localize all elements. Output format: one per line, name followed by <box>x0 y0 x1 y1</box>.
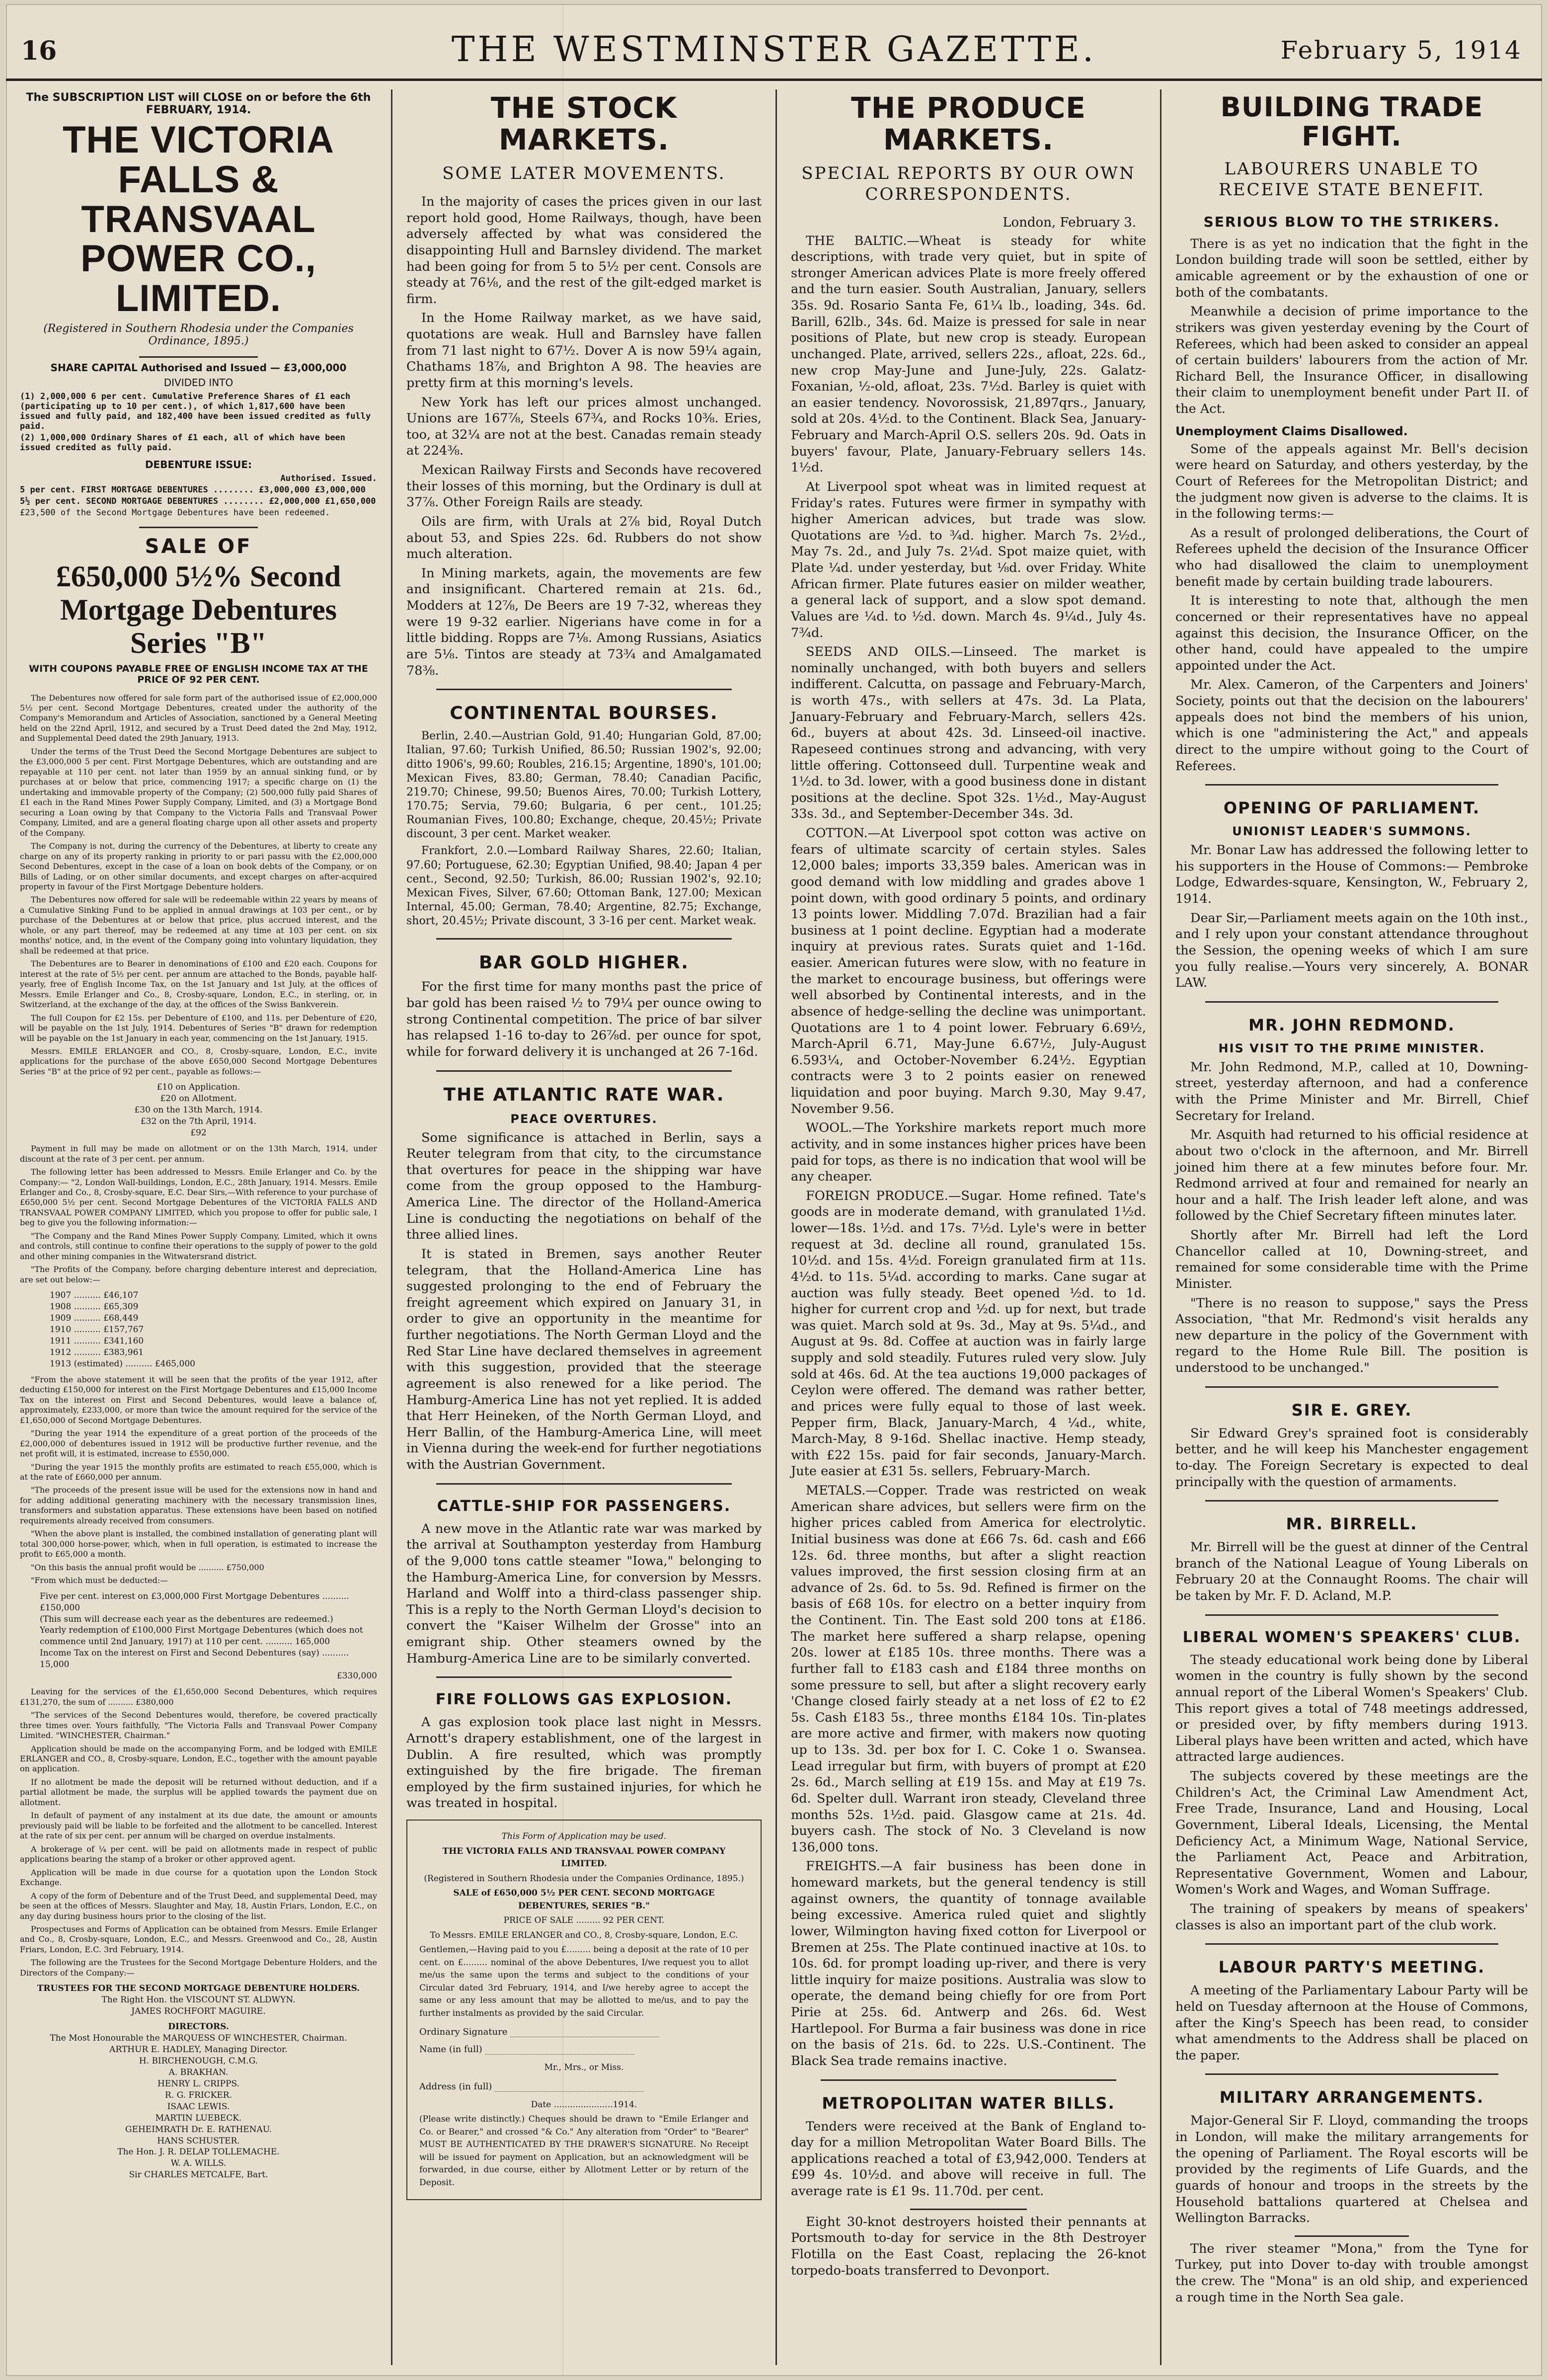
trustees-list <box>20 1983 377 2181</box>
service-table <box>20 1591 377 1682</box>
prospectus-paragraph: "When the above plant is installed, the combined installation of generating plant will total 300,000 horse-power, which, when in full operation, is estimated to increase the profit to £65,000 a month. <box>20 1529 377 1559</box>
article-paragraph: It is stated in Bremen, says another Reuter telegram, that the Holland-America Line has suggested prolonging to the end of February the freight agreement which expired on January 31, in order to give an opportunity in the meantime for further negotiations. The North German Lloyd and the Red Star Line have declared themselves in agreement with this suggestion, provided that the steerage agreement is also renewed for a like period. The Hamburg-America Line has not yet replied. It is added that Herr Heineken, of the North German Lloyd, and Herr Ballin, of the Hamburg-America Line, will meet in Vienna during the week-end for further negotiations with the Austrian Government. <box>406 1246 762 1473</box>
article-paragraph: In Mining markets, again, the movements are few and insignificant. Chartered remain at 21s. 6d., Modders at 12⅞, De Beers are 19 7-32, whereas they were 19 9-32 earlier. Nigerians have come in for a little bidding. Ropps are 7⅛. Among Russians, Asiatics are 5⅛. Tintos are steady at 73¾ and Amalgamated 78⅜. <box>406 565 762 678</box>
debenture-item: 5½ per cent. SECOND MORTGAGE DEBENTURES ........ £2,000,000 £1,650,000 <box>20 496 376 506</box>
article-paragraph: SEEDS AND OILS.—Linseed. The market is nominally unchanged, with both buyers and sellers indifferent. Calcutta, on passage and February-March, is worth 47s., with sellers at 47s. 3d. La Plata, January-February and February-March, sellers 42s. 6d., buyers at about 42s. 3d. Linseed-oil inactive. Rapeseed continues strong and advancing, with very little offering. Cottonseed dull. Turpentine weak and 1½d. to 3d. lower, with a good business done in distant positions at the decline. Spot 32s. 1½d., May-August 33s. 3d., and September-December 34s. 3d. <box>791 644 1146 822</box>
debenture-item: 5 per cent. FIRST MORTGAGE DEBENTURES ........ £3,000,000 £3,000,000 <box>20 484 366 495</box>
name-field[interactable] <box>419 2044 749 2055</box>
subscription-note: The SUBSCRIPTION LIST will CLOSE on or before the 6th FEBRUARY, 1914. <box>26 91 371 116</box>
address-field[interactable] <box>419 2081 749 2092</box>
form-sale: SALE of £650,000 5½ PER CENT. SECOND MORTGAGE DEBENTURES, SERIES "B." <box>453 1888 715 1911</box>
divider <box>1205 1614 1498 1616</box>
instalment: £32 on the 7th April, 1914. <box>140 1116 257 1127</box>
military-headline: MILITARY ARRANGEMENTS. <box>1219 2088 1484 2107</box>
prospectus-paragraph: The Debentures now offered for sale form part of the authorised issue of £2,000,000 5½ per cent. Second Mortgage Debentures, created under the authority of the Company's Memorandum and Articles of Association, sanctioned by a General Meeting held on the 22nd April, 1912, and secured by a Trust Deed dated the 2nd May, 1912, and Supplemental Deed dated the 29th January, 1913. <box>20 693 377 743</box>
signature-label: Ordinary Signature <box>419 2027 508 2038</box>
page-header <box>6 4 1542 81</box>
article-paragraph: Mr. Birrell will be the guest at dinner of the Central branch of the National League of Young Liberals on February 20 at the Connaught Rooms. The chair will be taken by Mr. F. D. Acland, M.P. <box>1175 1540 1528 1604</box>
produce-markets-subhead: SPECIAL REPORTS BY OUR OWN CORRESPONDENTS. <box>801 163 1136 205</box>
article-paragraph: Sir Edward Grey's sprained foot is considerably better, and he will keep his Manchester engagement to-day. The Foreign Secretary is expected to deal principally with the question of armaments. <box>1175 1426 1528 1490</box>
profits-table <box>20 1290 377 1370</box>
article-paragraph: Eight 30-knot destroyers hoisted their pennants at Portsmouth to-day for service in the 8th Destroyer Flotilla on the East Coast, replacing the 26-knot torpedo-boats transferred to Devonport. <box>791 2214 1146 2278</box>
signature-line[interactable] <box>510 2028 659 2037</box>
debenture-note: £23,500 of the Second Mortgage Debentures have been redeemed. <box>20 507 330 518</box>
profits-row: 1907 .......... £46,107 <box>50 1290 139 1301</box>
article-paragraph: Major-General Sir F. Lloyd, commanding the troops in London, will make the military arrangements for the opening of Parliament. The Royal escorts will be provided by the regiments of Life Guards, and the guards of honour and troops in the streets by the Household battalions quartered at Chelsea and Wellington Barracks. <box>1175 2113 1528 2226</box>
prospectus-paragraph: "From the above statement it will be seen that the profits of the year 1912, after deducting £150,000 for interest on the First Mortgage Debentures and £15,000 Income Tax on the interest on First and Second Debentures, would leave a balance of, approximately, £233,000, or more than twice the amount required for the service of the £1,650,000 of Second Mortgage Debentures. <box>20 1374 377 1425</box>
labour-headline: LABOUR PARTY'S MEETING. <box>1218 1958 1485 1977</box>
instalment: £30 on the 13th March, 1914. <box>134 1105 263 1115</box>
womens-club-headline: LIBERAL WOMEN'S SPEAKERS' CLUB. <box>1182 1628 1521 1646</box>
article-paragraph: At Liverpool spot wheat was in limited request at Friday's rates. Futures were firmer in sympathy with higher American advices, but trade was slow. Quotations are ½d. to ¾d. higher. March 7s. 2½d., May 7s. 2d., and July 7s. 2¼d. Spot maize quiet, with Plate ¼d. under yesterday, but ⅛d. over Friday. White African firmer. Plate futures easier on milder weather, a general lack of support, and a slow spot demand. Values are ¼d. to ½d. down. March 4s. 9¼d., July 4s. 7¾d. <box>791 479 1146 640</box>
article-paragraph: In the Home Railway market, as we have said, quotations are weak. Hull and Barnsley have fallen from 71 last night to 67½. Dover A is now 59¼ again, Chathams 18⅞, and Brighton A 98. The heavies are pretty firm at this morning's levels. <box>406 311 762 391</box>
article-paragraph: "There is no reason to suppose," says the Press Association, "that Mr. Redmond's visit heralds any new departure in the policy of the Government with regard to the Home Rule Bill. The position is understood to be unchanged." <box>1175 1295 1528 1376</box>
company-name: THE VICTORIA FALLS & TRANSVAAL POWER CO., LIMITED. <box>63 119 334 320</box>
profits-row: 1909 .......... £68,449 <box>50 1313 139 1324</box>
prospectus-paragraph: The full Coupon for £2 15s. per Debenture of £100, and 11s. per Debenture of £20, will be payable on the 1st July, 1914. Debentures of Series "B" drawn for redemption will be payable on the 1st January in each year, commencing on the 1st January, 1915. <box>20 1013 377 1043</box>
prospectus-paragraph: The Debentures now offered for sale will be redeemable within 22 years by means of a Cumulative Sinking Fund to be applied in annual drawings at 103 per cent., or by purchase of the Debentures at or below that price, plus accrued interest, and the whole, or any part thereof, may be redeemed at any time at 103 per cent. on six months' notice, and, in the event of the Company going into voluntary liquidation, they shall be redeemed at that price. <box>20 895 377 955</box>
fire-headline: FIRE FOLLOWS GAS EXPLOSION. <box>435 1691 733 1709</box>
article-paragraph: THE BALTIC.—Wheat is steady for white descriptions, with trade very quiet, but in spite of stronger American advices Plate is more freely offered and the turn easier. South Australian, January, sellers 35s. 9d. Rosario Santa Fe, 61¼ lb., loading, 34s. 6d. Barill, 62lb., 34s. 6d. Maize is pressed for sale in near positions of Plate, but new crop is steady. European unchanged. Plate, arrived, sellers 22s., afloat, 22s. 6d., new crop May-June and June-July, 22s. Galatz-Foxanian, ½-old, afloat, 23s. 7½d. Barley is quiet with an easier tendency. Novorossisk, 21,897qrs., January, sold at 20s. 4½d. to the Continent. Black Sea, January-February and March-April O.S. sellers 20s. 9d. Oats in buyers' favour, Plate, January-February sellers 14s. 1½d. <box>791 233 1146 476</box>
profits-row: 1910 .......... £157,767 <box>50 1325 144 1335</box>
form-addressee: To Messrs. EMILE ERLANGER and CO., 8, Crosby-square, London, E.C. <box>430 1930 738 1940</box>
director: HENRY L. CRIPPS. <box>157 2078 239 2089</box>
profits-row: 1913 (estimated) .......... £465,000 <box>50 1358 195 1369</box>
service-row: Yearly redemption of £100,000 First Mortgage Debentures (which does not commence until 2nd January, 1917) at 110 per cent. .......... 165,000 <box>40 1625 363 1647</box>
divided-into: DIVIDED INTO <box>163 376 233 389</box>
prospectus-body <box>20 693 377 2181</box>
birrell-headline: MR. BIRRELL. <box>1286 1514 1418 1534</box>
article-paragraph: A new move in the Atlantic rate war was marked by the arrival at Southampton yesterday from Hamburg of the 9,000 tons cattle steamer "Iowa," belonging to the Hamburg-America Line, for conversion by Messrs. Harland and Wolff into a third-class passenger ship. This is a reply to the North German Lloyd's decision to convert the "Kaiser Wilhelm der Grosse" into an emigrant ship. Other steamers owned by the Hamburg-America Line are to be similarly converted. <box>406 1521 762 1666</box>
article-paragraph: WOOL.—The Yorkshire markets report much more activity, and in some instances higher prices have been paid for tops, as there is no indication that wool will be any cheaper. <box>791 1120 1146 1185</box>
divider <box>1295 2235 1409 2237</box>
prospectus-paragraph: The following are the Trustees for the Second Mortgage Debenture Holders, and the Directors of the Company:— <box>20 1958 377 1978</box>
divider <box>910 2209 1027 2210</box>
issue-date: February 5, 1914 <box>1280 36 1522 65</box>
name-label: Name (in full) <box>419 2044 482 2055</box>
article-paragraph: Dear Sir,—Parliament meets again on the 10th inst., and I rely upon your constant attendance throughout the Session, the opening weeks of which I am sure you fully realise.—Yours very sincerely, A. BONAR LAW. <box>1175 910 1528 991</box>
bourses-headline: CONTINENTAL BOURSES. <box>450 703 718 724</box>
instalment-list <box>20 1082 377 1139</box>
prospectus-paragraph: A copy of the form of Debenture and of the Trust Deed, and supplemental Deed, may be seen at the offices of Messrs. Slaughter and May, 18, Austin Friars, London, E.C., on any day during business hours prior to the closing of the list. <box>20 1891 377 1921</box>
divider <box>1205 1943 1498 1945</box>
prospectus-paragraph: Application should be made on the accompanying Form, and be lodged with EMILE ERLANGER and CO., 8, Crosby-square, London, E.C., together with the amount payable on application. <box>20 1744 377 1774</box>
prospectus-paragraph: "During the year 1914 the expenditure of a great portion of the proceeds of the £2,000,000 of debentures issued in 1912 will be productive further revenue, and the net profit will, it is estimated, increase to £550,000. <box>20 1428 377 1459</box>
divider <box>436 689 732 690</box>
article-paragraph: For the first time for many months past the price of bar gold has been raised ½ to 79¼ per ounce owing to strong Continental competition. The price of bar silver has relapsed 1-16 to-day to 26⅞d. per ounce for spot, while for forward delivery it is unchanged at 26 7-16d. <box>406 979 762 1059</box>
article-paragraph: METALS.—Copper. Trade was restricted on weak American share advices, but sellers were firm on the higher prices cabled from America for electrolytic. Initial business was done at £66 7s. 6d. cash and £66 12s. 6d. three months, but after a slight reaction values improved, the first session closing firm at an advance of 2s. 6d. to 5s. 9d. Refined is firmer on the basis of £68 10s. for electro on a better inquiry from the Continent. Tin. The East sold 200 tons at £186. The market here suffered a sharp relapse, opening 20s. lower at £185 10s. three months. There was a further fall to £183 cash and £184 three months on some pressure to sell, but after a slight recovery early 'Change closed fairly steady at a net loss of £2 to £2 5s. Cash £183 5s., three months £184 10s. Tin-plates are more active and firmer, with makers now quoting up to 13s. 3d. per box for I. C. Coke 1 o. Swansea. Lead irregular but firm, with buyers of prompt at £20 2s. 6d., March selling at £19 15s. and May at £19 7s. 6d. Spelter dull. Warrant iron steady, Cleveland three months 52s. 1½d. paid. Glasgow came at 21s. 4d. buyers cash. The stock of No. 3 Cleveland is now 136,000 tons. <box>791 1483 1146 1855</box>
prospectus-paragraph: "The proceeds of the present issue will be used for the extensions now in hand and for adding additional generating machinery with the necessary transmission lines, transformers and substation apparatus. These extensions have been based on notified requirements already received from consumers. <box>20 1485 377 1525</box>
divider <box>436 1483 732 1485</box>
capital-heading: SHARE CAPITAL Authorised and Issued — £3,000,000 <box>50 361 347 374</box>
article-paragraph: Mr. John Redmond, M.P., called at 10, Downing-street, yesterday afternoon, and had a conference with the Prime Minister and Mr. Birrell, Chief Secretary for Ireland. <box>1175 1059 1528 1123</box>
stock-markets-subhead: SOME LATER MOVEMENTS. <box>442 163 726 183</box>
trustee: The Right Hon. the VISCOUNT ST. ALDWYN. <box>101 1995 296 2005</box>
article-paragraph: Berlin, 2.40.—Austrian Gold, 91.40; Hungarian Gold, 87.00; Italian, 97.60; Turkish Unified, 86.50; Russian 1902's, 92.00; ditto 1906's, 99.60; Roubles, 216.15; Argentine, 1890's, 101.00; Mexican Fives, 83.80; German, 78.40; Canadian Pacific, 219.70; Chinese, 99.50; Buenos Aires, 70.00; Turkish Lottery, 170.75; Servia, 79.60; Bulgaria, 6 per cent., 101.25; Roumanian Fives, 100.80; Exchange, cheque, 20.45½; Private discount, 3 per cent. Market weaker. <box>406 730 762 841</box>
profits-row: 1908 .......... £65,309 <box>50 1302 139 1312</box>
article-paragraph: Mr. Bonar Law has addressed the following letter to his supporters in the House of Commons:— Pembroke Lodge, Edwardes-square, Kensington, W., February 2, 1914. <box>1175 843 1528 907</box>
director: R. G. FRICKER. <box>164 2090 232 2100</box>
article-paragraph: Some of the appeals against Mr. Bell's decision were heard on Saturday, and others yesterday, by the Court of Referees for the Metropolitan District; and the judgment now given is adverse to the claims. It is in the following terms:— <box>1175 441 1528 522</box>
director: Sir CHARLES METCALFE, Bart. <box>129 2170 268 2180</box>
prospectus-paragraph: A brokerage of ¼ per cent. will be paid on allotments made in respect of public applications bearing the stamp of a broker or other approved agent. <box>20 1844 377 1864</box>
claims-subheading: Unemployment Claims Disallowed. <box>1175 424 1408 438</box>
trustees-heading: TRUSTEES FOR THE SECOND MORTGAGE DEBENTURE HOLDERS. <box>37 1983 360 1994</box>
article-paragraph: Frankfort, 2.0.—Lombard Railway Shares, 22.60; Italian, 97.60; Portuguese, 62.30; Egyptian Unified, 98.40; Japan 4 per cent., Second, 92.50; Turkish, 86.00; Russian 1902's, 92.10; Mexican Fives, Silver, 67.60; Ottoman Bank, 127.00; Mexican Internal, 45.00; German, 78.40; Argentine, 82.75; Exchange, short, 20.45½; Private discount, 3 3-16 per cent. Market weak. <box>406 845 762 928</box>
prospectus-paragraph: Prospectuses and Forms of Application can be obtained from Messrs. Emile Erlanger and Co., 8, Crosby-square, London, E.C., and Messrs. Greenwood and Co., 28, Austin Friars, London, E.C. 3rd February, 1914. <box>20 1924 377 1954</box>
stock-markets-headline: THE STOCK MARKETS. <box>490 91 678 157</box>
column-produce-markets <box>775 89 1160 2365</box>
profits-row: 1911 .......... £341,160 <box>50 1336 144 1346</box>
form-note: This Form of Application may be used. <box>501 1831 667 1842</box>
prospectus-paragraph: Messrs. EMILE ERLANGER and CO., 8, Crosby-square, London, E.C., invite applications for the purchase of the above £650,000 Second Mortgage Debentures Series "B" at the price of 92 per cent., payable as follows:— <box>20 1046 377 1076</box>
prospectus-paragraph: Application will be made in due course for a quotation upon the London Stock Exchange. <box>20 1867 377 1888</box>
masthead: THE WESTMINSTER GAZETTE. <box>451 29 1097 70</box>
atlantic-subhead: PEACE OVERTURES. <box>510 1111 658 1126</box>
unionist-subhead: UNIONIST LEADER'S SUMMONS. <box>1232 824 1471 839</box>
form-text: Gentlemen,—Having paid to you £......... being a deposit at the rate of 10 per cent. on £......... nominal of the above Debentures, I/we request you to allot me/us the same upon the terms and subject to the conditions of your Circular dated 3rd February, 1914, and I/we hereby agree to accept the same or any less amount that may be allotted to me/us, and to pay the further instalments as provided by the said Circular. <box>419 1945 749 2018</box>
column-news <box>1160 89 1542 2365</box>
director: H. BIRCHENOUGH, C.M.G. <box>139 2056 258 2066</box>
grey-headline: SIR E. GREY. <box>1291 1400 1412 1420</box>
debenture-heading: DEBENTURE ISSUE: <box>145 458 252 471</box>
prospectus-paragraph: The Company is not, during the currency of the Debentures, at liberty to create any charge on any of its property ranking in priority to or pari passu with the £2,000,000 Second Debentures, except in the case of a loan on book debts of the Company, or on Bills of Lading, or on other similar documents, and except charges on after-acquired property in favour of the First Mortgage Debenture holders. <box>20 841 377 891</box>
profits-heading: "The Profits of the Company, before charging debenture interest and depreciation, are set out below:— <box>20 1265 377 1284</box>
prospectus-paragraph: "The services of the Second Debentures would, therefore, be covered practically three times over. Yours faithfully, "The Victoria Falls and Transvaal Power Company Limited. "WINCHESTER, Chairman." <box>20 1710 377 1741</box>
director: ISAAC LEWIS. <box>167 2101 230 2112</box>
capital-item: (2) 1,000,000 Ordinary Shares of £1 each, all of which have been issued credited as fully paid. <box>20 432 346 453</box>
leaving-line: Leaving for the services of the £1,650,000 Second Debentures, which requires £131,270, the sum of .......... £380,000 <box>20 1687 377 1707</box>
sale-terms: WITH COUPONS PAYABLE FREE OF ENGLISH INCOME TAX AT THE PRICE OF 92 PER CENT. <box>29 663 368 685</box>
produce-markets-headline: THE PRODUCE MARKETS. <box>851 91 1086 157</box>
service-heading: "On this basis the annual profit would be .......... £750,000 <box>31 1562 264 1572</box>
divider <box>436 1676 732 1678</box>
registration-note: (Registered in Southern Rhodesia under the Companies Ordinance, 1895.) <box>43 322 354 347</box>
prospectus-paragraph: If no allotment be made the deposit will be returned without deduction, and if a partial allotment be made, the surplus will be applied towards the payment due on allotment. <box>20 1777 377 1807</box>
article-paragraph: New York has left our prices almost unchanged. Unions are 167⅞, Steels 67¾, and Rocks 10⅜. Eries, too, at 32¼ are not at the best. Canadas remain steady at 224⅜. <box>406 395 762 459</box>
divider <box>821 2079 1116 2081</box>
capital-item: (1) 2,000,000 6 per cent. Cumulative Preference Shares of £1 each (participating up to 10 per cent.), of which 1,817,600 have been issued and fully paid, and 182,400 have been issued credited as fully paid. <box>20 391 371 431</box>
profits-row: 1912 .......... £383,961 <box>50 1347 144 1357</box>
form-date: Date ......................1914. <box>531 2099 637 2110</box>
bar-gold-headline: BAR GOLD HIGHER. <box>479 952 689 973</box>
article-paragraph: It is interesting to note that, although the men concerned or their representatives have no appeal against this decision, the Insurance Officer, on the other hand, could have appealed to the umpire appointed under the Act. <box>1175 593 1528 673</box>
water-bills-headline: METROPOLITAN WATER BILLS. <box>822 2093 1115 2113</box>
article-paragraph: Mexican Railway Firsts and Seconds have recovered their losses of this morning, but the Ordinary is dull at 37⅞. Other Foreign Rails are steady. <box>406 463 762 510</box>
directors-heading: DIRECTORS. <box>168 2022 229 2032</box>
divider <box>1205 1386 1498 1388</box>
instalment: £10 on Application. <box>156 1082 240 1093</box>
director: W. A. WILLS. <box>170 2158 227 2169</box>
building-trade-headline: BUILDING TRADE FIGHT. <box>1220 91 1483 153</box>
prospectus-paragraph: Under the terms of the Trust Deed the Second Mortgage Debentures are subject to the £3,000,000 5 per cent. First Mortgage Debentures, which are outstanding and are repayable at 110 per cent. not later than 1959 by an annual sinking fund, or by purchases at or below that price, commencing 1917; a specific charge on (1) the undertaking and immovable property of the Company; (2) 500,000 fully paid Shares of £1 each in the Rand Mines Power Supply Company, Limited, and (3) a Mortgage Bond securing a Loan owing by that Company to the Victoria Falls and Transvaal Power Company, Limited, and are a general floating charge upon all other assets and property of the Company. <box>20 746 377 838</box>
article-paragraph: Oils are firm, with Urals at 2⅞ bid, Royal Dutch about 53, and Spies 22s. 6d. Rubbers do not show much alteration. <box>406 514 762 562</box>
article-paragraph: The subjects covered by these meetings are the Children's Act, the Criminal Law Amendment Act, Free Trade, Insurance, Land and Housing, Local Government, Liberal Ideals, Licensing, the Mental Deficiency Act, a Minimum Wage, National Service, the Parliament Act, Peace and Arbitration, Representative Government, Women and Labour, Women's Work and Wages, and Woman Suffrage. <box>1175 1769 1528 1898</box>
instalment-total: £92 <box>190 1128 207 1138</box>
divider <box>436 938 732 940</box>
article-paragraph: Some significance is attached in Berlin, says a Reuter telegram from that city, to the circumstance that overtures for peace in the shipping war have come from the group opposed to the Hamburg-America Line. The director of the Holland-America Line is conducting the negotiations on behalf of the three allied lines. <box>406 1130 762 1243</box>
parliament-headline: OPENING OF PARLIAMENT. <box>1223 798 1480 818</box>
divider <box>139 527 258 528</box>
sale-amount: £650,000 5½% Second Mortgage Debentures Series "B" <box>56 559 341 660</box>
service-intro: "From which must be deducted:— <box>31 1576 168 1586</box>
divider <box>139 356 258 358</box>
article-paragraph: A gas explosion took place last night in Messrs. Arnott's drapery establishment, one of the largest in Dublin. A fire resulted, which was promptly extinguished by the fire brigade. The fireman employed by the firm sustained injuries, for which he was treated in hospital. <box>406 1715 762 1811</box>
service-row: (This sum will decrease each year as the debentures are redeemed.) <box>40 1614 333 1624</box>
form-company: THE VICTORIA FALLS AND TRANSVAAL POWER COMPANY LIMITED. <box>442 1846 726 1869</box>
service-row: Five per cent. interest on £3,000,000 First Mortgage Debentures .......... £150,000 <box>40 1591 349 1613</box>
article-paragraph: The steady educational work being done by Liberal women in the country is fully shown by the second annual report of the Liberal Women's Speakers' Club. This report gives a total of 748 meetings addressed, or presided over, by fifty members during 1913. Liberal plays have been written and acted, which have attracted large audiences. <box>1175 1652 1528 1765</box>
address-label: Address (in full) <box>419 2081 492 2092</box>
signature-field[interactable] <box>419 2027 749 2037</box>
redmond-headline: MR. JOHN REDMOND. <box>1248 1015 1455 1034</box>
trustee: JAMES ROCHFORT MAGUIRE. <box>131 2006 266 2017</box>
director: MARTIN LUEBECK. <box>155 2113 242 2123</box>
column-stock-markets <box>391 89 775 2365</box>
prospectus-paragraph: "During the year 1915 the monthly profits are estimated to reach £55,000, which is at the rate of £660,000 per annum. <box>20 1462 377 1482</box>
article-paragraph: As a result of prolonged deliberations, the Court of Referees upheld the decision of the Insurance Officer who had disallowed the claim to unemployment benefit made by certain building trade labourers. <box>1175 525 1528 589</box>
building-trade-subhead: LABOURERS UNABLE TO RECEIVE STATE BENEFIT. <box>1219 159 1485 200</box>
article-paragraph: FOREIGN PRODUCE.—Sugar. Home refined. Tate's goods are in moderate demand, with granulated 1½d. lower—18s. 1½d. and 17s. 7½d. Lyle's were in better request at 3d. decline all round, granulated 15s. 10½d. and 15s. 4½d. Foreign granulated firm at 11s. 4½d. to 11s. 5¼d. according to marks. Cane sugar at auction was fully steady. Beet opened ½d. to 1d. higher for current crop and ½d. up for next, but trade was quiet. March sold at 9s. 3d., May at 9s. 5¼d., and August at 9s. 8d. Coffee at auction was in fairly large supply and sold steadily. Futures ruled very slow. July sold at 46s. 6d. At the tea auctions 19,000 packages of Ceylon were offered. The demand was rather better, and prices were fully equal to those of last week. Pepper firm, Black, January-March, 4 ¼d., white, March-May, 8 9-16d. Shellac inactive. Hemp steady, with £22 15s. paid for fair seconds, January-March. Jute easier at £31 5s. sellers, February-March. <box>791 1188 1146 1479</box>
atlantic-headline: THE ATLANTIC RATE WAR. <box>443 1084 725 1105</box>
service-row: Income Tax on the interest on First and Second Debentures (say) .......... 15,000 <box>40 1648 349 1670</box>
director: The Hon. J. R. DELAP TOLLEMACHE. <box>117 2147 280 2157</box>
sale-of: SALE OF <box>145 535 252 558</box>
address-line[interactable] <box>495 2082 644 2092</box>
article-paragraph: COTTON.—At Liverpool spot cotton was active on fears of ultimate scarcity of certain styles. Sales 12,000 bales; imports 33,359 bales. American was in good demand with low middling and grades above 1 point down, with good ordinary 5 points, and ordinary 13 points lower. Middling 7.07d. Brazilian had a fair business at 1 point decline. Egyptian had a moderate inquiry at previous rates. Surats quiet and 1-16d. easier. American futures were slow, with no feature in the market to encourage business, but offerings were well absorbed by Continental interests, and in the absence of hedge-selling the decline was unimportant. Quotations are 1 to 4 point lower. February 6.69½, March-April 6.71, May-June 6.67½, July-August 6.593¼, and October-November 6.24½. Egyptian contracts were 3 to 2 points easier on renewed liquidation and poor buying. March 9.30, May 9.47, November 9.56. <box>791 826 1146 1116</box>
prospectus-paragraph: The Debentures are to Bearer in denominations of £100 and £20 each. Coupons for interest at the rate of 5½ per cent. per annum are attached to the Bonds, payable half-yearly, free of English Income Tax, on the 1st January and 1st July, at the offices of Messrs. Emile Erlanger and Co., 8, Crosby-square, London, E.C., in sterling, or, in Switzerland, at the exchange of the day, at the offices of the Swiss Bankverein. <box>20 959 377 1010</box>
prospectus-paragraph: In default of payment of any instalment at its due date, the amount or amounts previously paid will be liable to be forfeited and the allotment to be cancelled. Interest at the rate of six per cent. per annum will be charged on overdue instalments. <box>20 1811 377 1841</box>
prospectus-paragraph: "The Company and the Rand Mines Power Supply Company, Limited, which it owns and controls, still continue to confine their operations to the supply of power to the gold and other mining companies in the Witwatersrand district. <box>20 1231 377 1261</box>
instalment: £20 on Allotment. <box>160 1094 237 1104</box>
article-paragraph: Mr. Alex. Cameron, of the Carpenters and Joiners' Society, points out that the decision on the labourers' appeals does not bind the members of his union, which is one "administering the Act," and appeals direct to the umpire without going to the Court of Referees. <box>1175 677 1528 774</box>
serious-blow-heading: SERIOUS BLOW TO THE STRIKERS. <box>1203 213 1500 230</box>
service-total: £330,000 <box>336 1671 377 1681</box>
divider <box>1205 784 1498 786</box>
cattle-ship-headline: CATTLE-SHIP FOR PASSENGERS. <box>437 1497 731 1515</box>
director: GEHEIMRATH Dr. E. RATHENAU. <box>125 2124 272 2135</box>
director: ARTHUR E. HADLEY, Managing Director. <box>109 2045 288 2055</box>
page-number: 16 <box>21 36 57 66</box>
divider <box>1205 1500 1498 1502</box>
article-paragraph: A meeting of the Parliamentary Labour Party will be held on Tuesday afternoon at the House of Commons, after the King's Speech has been read, to consider what amendments to the Address shall be placed on the paper. <box>1175 1983 1528 2063</box>
redmond-subhead: HIS VISIT TO THE PRIME MINISTER. <box>1218 1041 1485 1055</box>
form-footer: (Please write distinctly.) Cheques should be drawn to "Emile Erlanger and Co. or Bearer," and crossed "& Co." Any alteration from "Order" to "Bearer" MUST BE AUTHENTICATED BY THE DRAWER'S SIGNATURE. No Receipt will be issued for payment on Application, but an acknowledgment will be forwarded, in due course, either by Allotment Letter or by return of the Deposit. <box>419 2114 749 2188</box>
divider <box>1205 2073 1498 2075</box>
form-registered: (Registered in Southern Rhodesia under the Companies Ordinance, 1895.) <box>424 1873 744 1884</box>
article-paragraph: Mr. Asquith had returned to his official residence at about two o'clock in the afternoon, and Mr. Birrell joined him there at a few minutes before four. Mr. Redmond arrived at four and remained for nearly an hour and a half. The Irish leader left alone, and was followed by the Chief Secretary fifteen minutes later. <box>1175 1127 1528 1224</box>
prospectus-paragraph: The following letter has been addressed to Messrs. Emile Erlanger and Co. by the Company:— "2, London Wall-buildings, London, E.C., 28th January, 1914. Messrs. Emile Erlanger and Co., 8, Crosby-square, E.C. Dear Sirs,—With reference to your purchase of £650,000 5½ per cent. Second Mortgage Debentures of the VICTORIA FALLS AND TRANSVAAL POWER COMPANY LIMITED, which you propose to offer for public sale, I beg to give you the following information:— <box>20 1167 377 1228</box>
newspaper-page <box>6 4 1542 2376</box>
divider <box>436 1070 732 1072</box>
director: HANS SCHUSTER. <box>157 2136 240 2146</box>
title-options: Mr., Mrs., or Miss. <box>544 2063 624 2073</box>
article-paragraph: In the majority of cases the prices given in our last report hold good, Home Railways, though, have been adversely affected by what was considered the disappointing Hull and Barnsley dividend. The market had been going for from 5 to 5½ per cent. Consols are steady at 76⅛, and the rest of the gilt-edged market is firm. <box>406 194 762 307</box>
article-paragraph: Meanwhile a decision of prime importance to the strikers was given yesterday evening by the Court of Referees, which had been asked to consider an appeal of certain builders' labourers from the action of Mr. Richard Bell, the Insurance Officer, in disallowing their claim to unemployment benefit under Part II. of the Act. <box>1175 304 1528 417</box>
article-paragraph: The river steamer "Mona," from the Tyne for Turkey, put into Dover to-day with trouble amongst the crew. The "Mona" is an old ship, and experienced a rough time in the North Sea gale. <box>1175 2241 1528 2305</box>
article-paragraph: Shortly after Mr. Birrell had left the Lord Chancellor called at 10, Downing-street, and remained for some considerable time with the Prime Minister. <box>1175 1228 1528 1291</box>
form-price: PRICE OF SALE ......... 92 PER CENT. <box>503 1915 665 1926</box>
director: A. BRAKHAN. <box>168 2067 229 2077</box>
name-line[interactable] <box>485 2045 634 2055</box>
application-form <box>406 1820 762 2200</box>
article-paragraph: The training of speakers by means of speakers' classes is also an important part of the club work. <box>1175 1902 1528 1933</box>
column-prospectus <box>6 89 391 2365</box>
article-paragraph: FREIGHTS.—A fair business has been done in homeward markets, but the general tendency is still against owners, the quantity of tonnage available being excessive. America ruled quiet and slightly lower, Wilmington having fixed cotton for Liverpool or Bremen at 25s. The Plate continued inactive at 10s. to 10s. 6d. for prompt loading up-river, and there is very little inquiry for maize positions. Australia was slow to operate, the demand being chiefly for ore from Port Pirie at 25s. 6d. Antwerp and 26s. 6d. West Hartlepool. For Burma a fair business was done in rice on the basis of 21s. 6d. to 22s. U.S.-Continent. The Black Sea trade remains inactive. <box>791 1859 1146 2068</box>
article-paragraph: Tenders were received at the Bank of England to-day for a million Metropolitan Water Board Bills. The applications reached a total of £3,942,000. Tenders at £99 4s. 10½d. and above will receive in full. The average rate is £1 9s. 11.70d. per cent. <box>791 2119 1146 2199</box>
debenture-columns: Authorised. Issued. <box>280 473 377 483</box>
divider <box>1205 1001 1498 1003</box>
prospectus-paragraph: Payment in full may be made on allotment or on the 13th March, 1914, under discount at the rate of 3 per cent. per annum. <box>20 1144 377 1164</box>
produce-dateline: London, February 3. <box>1003 215 1136 230</box>
director: The Most Honourable the MARQUESS OF WINCHESTER, Chairman. <box>50 2033 347 2044</box>
article-paragraph: There is as yet no indication that the fight in the London building trade will soon be settled, either by amicable agreement or by the exhaustion of one or both of the combatants. <box>1175 236 1528 300</box>
